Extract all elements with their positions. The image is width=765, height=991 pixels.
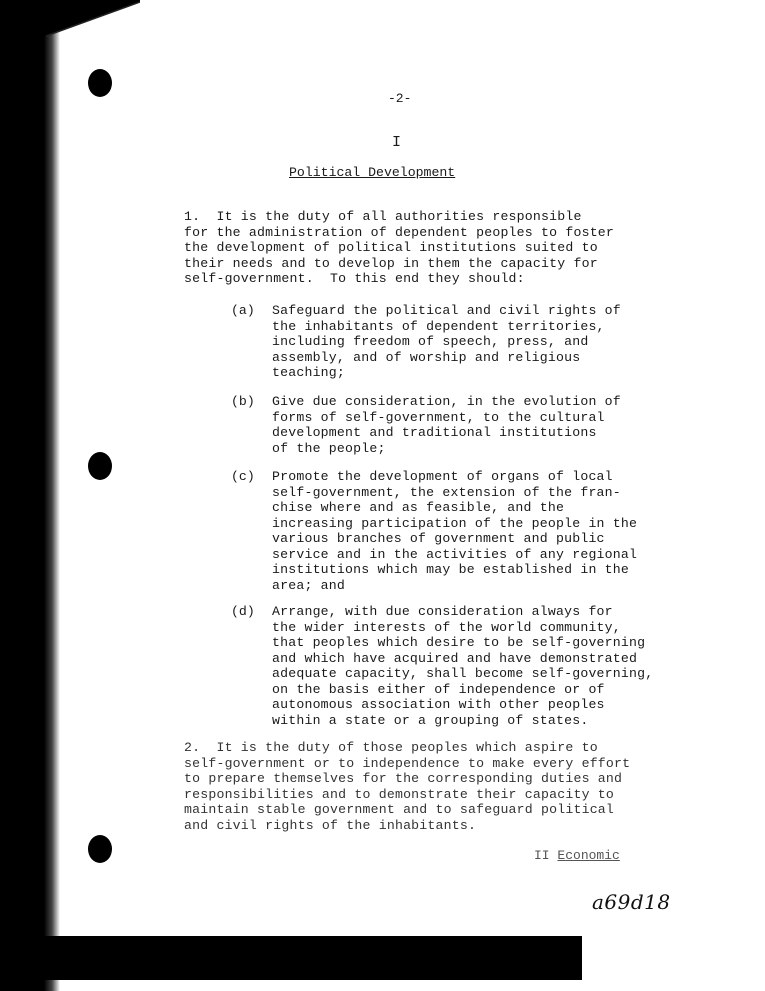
continuation-number: II: [534, 848, 550, 863]
item-label-b: (b): [231, 394, 255, 409]
item-text-a: Safeguard the political and civil rights of the inhabitants of dependent territories, including freedom of speech, press, and assembly, and of worship and religious teaching;: [272, 303, 621, 380]
item-text-d: Arrange, with due consideration always for the wider interests of the world community, that peoples which desire to be self-governing and which have acquired and have demonstrated adequate capacity, shall become self-governing, on the basis either of independence or of autonomous association with other peoples within a state or a grouping of states.: [272, 604, 654, 728]
scan-corner-fold: [0, 0, 140, 40]
item-text-b: Give due consideration, in the evolution of forms of self-government, to the cultural development and traditional institutions of the people;: [272, 394, 621, 456]
item-label-a: (a): [231, 303, 255, 318]
item-label-d: (d): [231, 604, 255, 619]
page-number: -2-: [388, 91, 412, 106]
punch-hole-bottom: [88, 835, 112, 863]
scan-left-shadow: [0, 0, 60, 991]
continuation-title: Economic: [557, 848, 620, 863]
item-label-c: (c): [231, 469, 255, 484]
paragraph-1: 1. It is the duty of all authorities responsible for the administration of dependent peoples to foster the development of political institutions suited to their needs and to develop in them the capacity for self-government. To this end they should:: [184, 209, 615, 286]
item-text-c: Promote the development of organs of local self-government, the extension of the fran- chise where and as feasible, and the increasing participation of the people in the various branches of government and public service and in the activities of any regional institutions which may be established in the area; and: [272, 469, 638, 593]
paragraph-2: 2. It is the duty of those peoples which aspire to self-government or to independence to make every effort to prepare themselves for the corresponding duties and responsibilities and to demonstrate their capacity to maintain stable government and to safeguard political and civil rights of the inhabitants.: [184, 740, 631, 833]
continuation-heading: [534, 848, 620, 863]
punch-hole-middle: [88, 452, 112, 480]
handwritten-document-id: a69d18: [592, 890, 671, 914]
punch-hole-top: [88, 69, 112, 97]
scan-bottom-shadow: [0, 936, 582, 980]
section-title: Political Development: [289, 165, 456, 180]
section-number: I: [392, 134, 402, 151]
